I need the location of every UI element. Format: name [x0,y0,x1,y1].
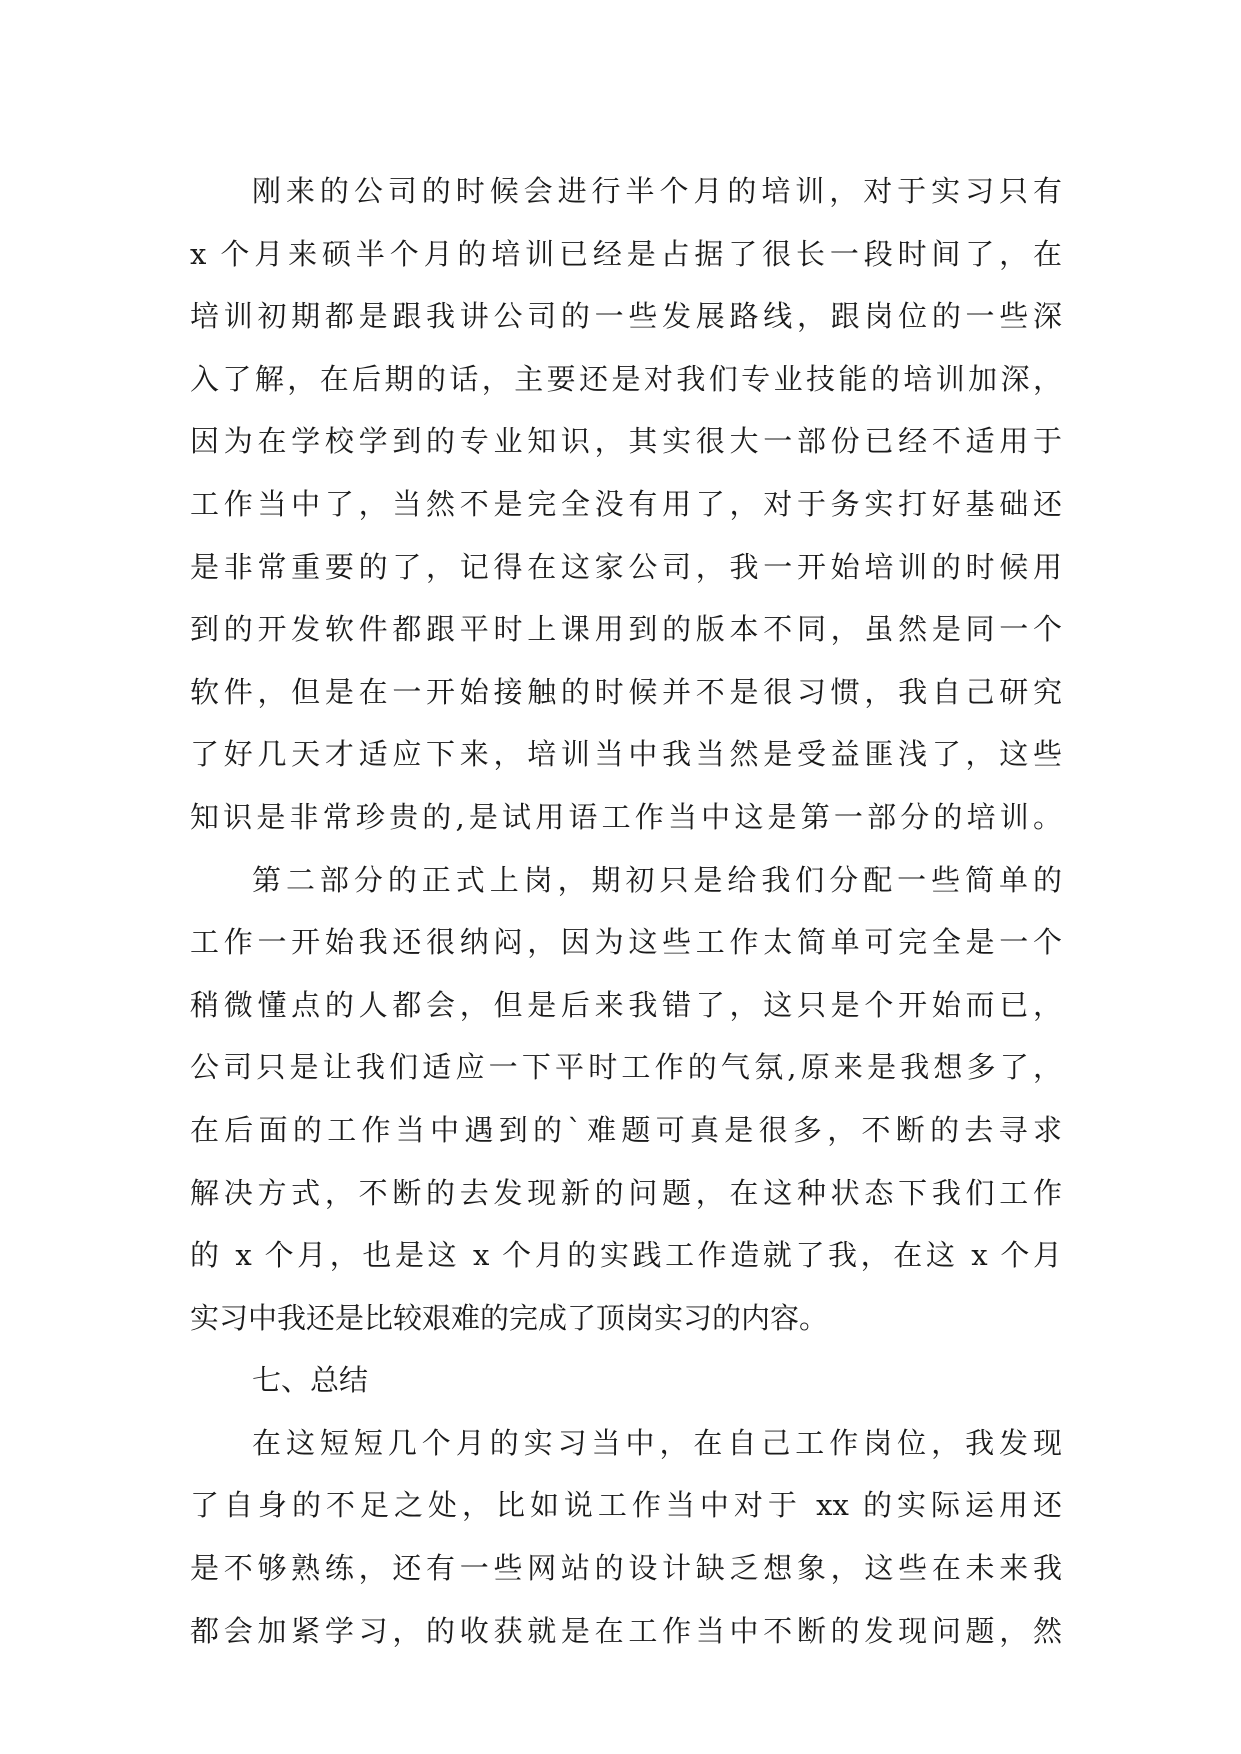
paragraph-1-line-3: 培训初期都是跟我讲公司的一些发展路线，跟岗位的一些深 [190,299,1062,334]
paragraph-3-line-3: 是不够熟练，还有一些网站的设计缺乏想象，这些在未来我 [190,1551,1062,1586]
paragraph-1-line-10: 了好几天才适应下来，培训当中我当然是受益匪浅了，这些 [190,737,1062,772]
paragraph-1-line-2: x 个月来硕半个月的培训已经是占据了很长一段时间了，在 [190,236,1062,271]
paragraph-2-line-6: 解决方式，不断的去发现新的问题，在这种状态下我们工作 [190,1175,1062,1210]
paragraph-2-line-5: 在后面的工作当中遇到的`难题可真是很多，不断的去寻求 [190,1112,1062,1147]
section-heading: 七、总结 [252,1363,369,1398]
paragraph-1-line-8: 到的开发软件都跟平时上课用到的版本不同，虽然是同一个 [190,612,1062,647]
paragraph-2-line-3: 稍微懂点的人都会，但是后来我错了，这只是个开始而已， [190,987,1062,1022]
paragraph-2-line-2: 工作一开始我还很纳闷，因为这些工作太简单可完全是一个 [190,925,1062,960]
paragraph-1-line-4: 入了解，在后期的话，主要还是对我们专业技能的培训加深， [190,361,1062,396]
paragraph-3-line-2: 了自身的不足之处，比如说工作当中对于 xx 的实际运用还 [190,1488,1062,1523]
paragraph-1-line-5: 因为在学校学到的专业知识，其实很大一部份已经不适用于 [190,424,1062,459]
paragraph-3-line-4: 都会加紧学习，的收获就是在工作当中不断的发现问题，然 [190,1613,1062,1648]
paragraph-1-line-7: 是非常重要的了，记得在这家公司，我一开始培训的时候用 [190,549,1062,584]
paragraph-1-line-1: 刚来的公司的时候会进行半个月的培训，对于实习只有 [252,174,1062,208]
paragraph-2-line-4: 公司只是让我们适应一下平时工作的气氛,原来是我想多了， [190,1050,1062,1085]
paragraph-2-line-7: 的 x 个月，也是这 x 个月的实践工作造就了我，在这 x 个月 [190,1238,1062,1273]
paragraph-2-line-8: 实习中我还是比较艰难的完成了顶岗实习的内容。 [190,1300,829,1335]
paragraph-1-line-6: 工作当中了，当然不是完全没有用了，对于务实打好基础还 [190,486,1062,521]
paragraph-1-line-11: 知识是非常珍贵的,是试用语工作当中这是第一部分的培训。 [190,799,1062,834]
paragraph-1-line-9: 软件，但是在一开始接触的时候并不是很习惯，我自己研究 [190,674,1062,709]
document-body [190,160,1062,1662]
paragraph-3-line-1: 在这短短几个月的实习当中，在自己工作岗位，我发现 [252,1425,1062,1460]
paragraph-2-line-1: 第二部分的正式上岗，期初只是给我们分配一些简单的 [252,862,1062,897]
